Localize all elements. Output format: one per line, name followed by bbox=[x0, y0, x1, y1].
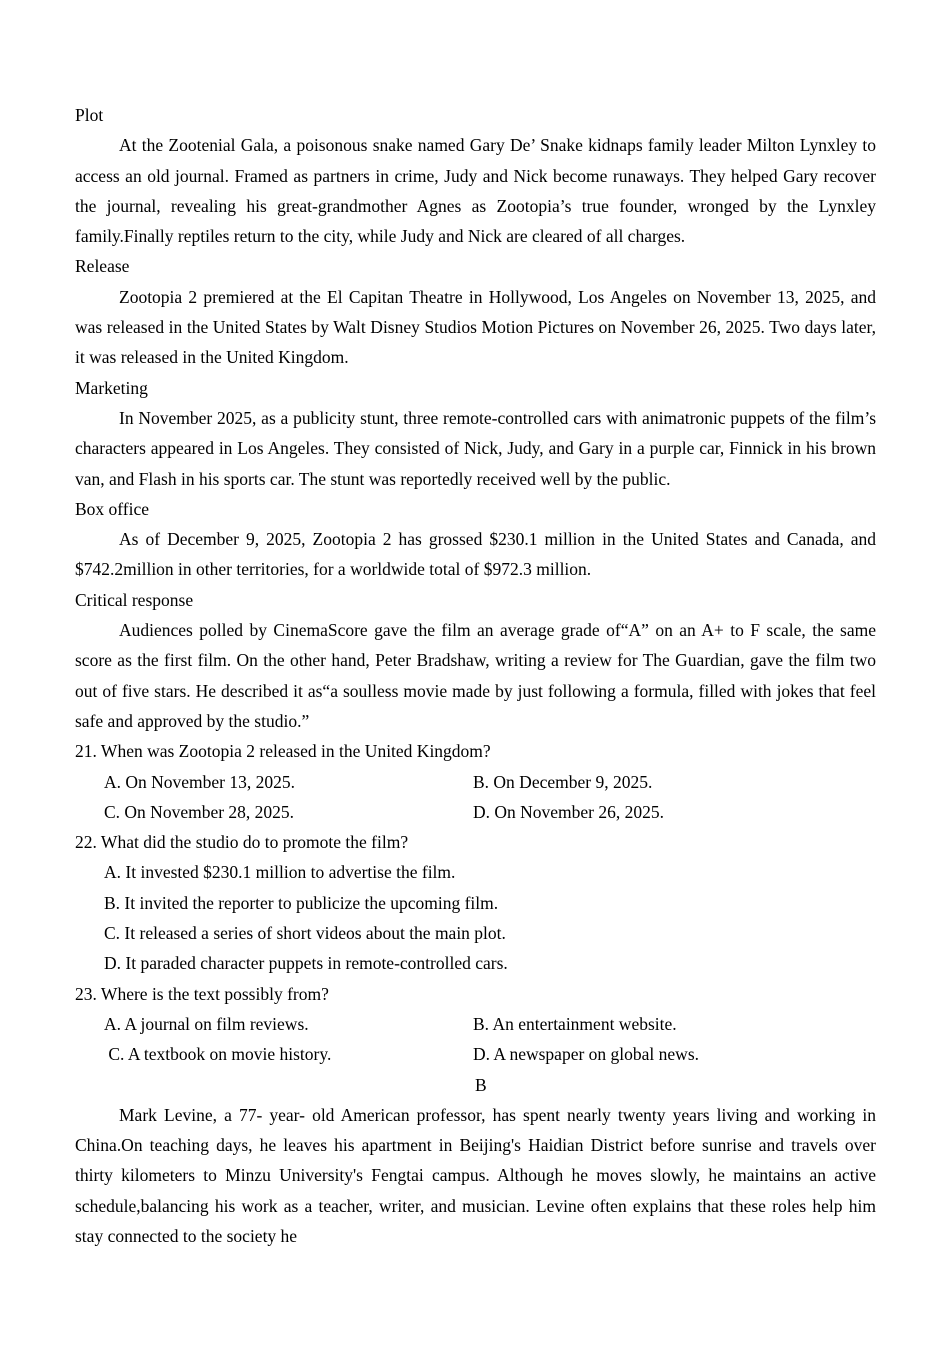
page-content bbox=[75, 100, 876, 1251]
section-heading-plot: Plot bbox=[75, 105, 104, 125]
passage-b-marker: B bbox=[475, 1074, 487, 1095]
question-21-options-row-1 bbox=[75, 767, 876, 797]
section-heading-marketing: Marketing bbox=[75, 377, 148, 398]
passage-b-body: Mark Levine, a 77- year- old American professor, has spent nearly twenty years living and working in China.On teaching days, he leaves his apartment in Beijing's Haidian District before sunrise and travels over thirty kilometers to Minzu University's Fengtai campus. Although he moves slowly, he maintains an active schedule,balancing his work as a teacher, writer, and musician. Levine often explains that these roles help him stay connected to the society he bbox=[75, 1104, 876, 1246]
question-23-option-b[interactable]: B. An entertainment website. bbox=[473, 1013, 677, 1034]
section-heading-box-office: Box office bbox=[75, 498, 150, 519]
section-body-marketing: In November 2025, as a publicity stunt, three remote-controlled cars with animatronic puppets of the film’s characters appeared in Los Angeles. They consisted of Nick, Judy, and Gary in a purple car, Finnick in his brown van, and Flash in his sports car. The stunt was reportedly received well by the public. bbox=[75, 407, 876, 489]
question-23-options-row-2 bbox=[75, 1039, 876, 1069]
question-21-option-a[interactable]: A. On November 13, 2025. bbox=[104, 771, 296, 792]
section-body-release: Zootopia 2 premiered at the El Capitan Theatre in Hollywood, Los Angeles on November 13, 2025, and was released in the United States by Walt Disney Studios Motion Pictures on November 26, 2025. Two days later, it was released in the United Kingdom. bbox=[75, 286, 876, 368]
question-23-options-row-1 bbox=[75, 1009, 876, 1039]
section-body-box-office: As of December 9, 2025, Zootopia 2 has grossed $230.1 million in the United States and Canada, and $742.2million in other territories, for a worldwide total of $972.3 million. bbox=[75, 529, 876, 580]
question-23-stem: 23. Where is the text possibly from? bbox=[75, 983, 329, 1004]
question-21-stem: 21. When was Zootopia 2 released in the United Kingdom? bbox=[75, 741, 491, 762]
question-22-option-c[interactable]: C. It released a series of short videos about the main plot. bbox=[104, 923, 506, 944]
question-21-option-c[interactable]: C. On November 28, 2025. bbox=[104, 801, 295, 822]
question-21 bbox=[75, 736, 876, 827]
section-heading-critical-response: Critical response bbox=[75, 589, 194, 610]
section-body-plot: At the Zootenial Gala, a poisonous snake named Gary De’ Snake kidnaps family leader Milton Lynxley to access an old journal. Framed as partners in crime, Judy and Nick become runaways. They helped Gary recover the journal, revealing his great-grandmother Agnes as Zootopia’s true founder, wronged by the Lynxley family.Finally reptiles return to the city, while Judy and Nick are cleared of all charges. bbox=[75, 135, 876, 247]
section-heading-release: Release bbox=[75, 256, 130, 277]
question-21-option-b[interactable]: B. On December 9, 2025. bbox=[473, 771, 653, 792]
question-23-option-c[interactable]: C. A textbook on movie history. bbox=[104, 1044, 332, 1065]
question-21-option-d[interactable]: D. On November 26, 2025. bbox=[473, 801, 665, 822]
question-23-option-d[interactable]: D. A newspaper on global news. bbox=[473, 1044, 700, 1065]
section-body-critical-response: Audiences polled by CinemaScore gave the film an average grade of“A” on an A+ to F scale, the same score as the first film. On the other hand, Peter Bradshaw, writing a review for The Guardian, gave the film two out of five stars. He described it as“a soulless movie made by just following a formula, filled with jokes that feel safe and approved by the studio.” bbox=[75, 620, 876, 731]
question-22-option-b[interactable]: B. It invited the reporter to publicize the upcoming film. bbox=[104, 892, 499, 913]
question-23 bbox=[75, 979, 876, 1070]
question-21-options-row-2 bbox=[75, 797, 876, 827]
question-23-option-a[interactable]: A. A journal on film reviews. bbox=[104, 1013, 309, 1034]
question-22-option-a[interactable]: A. It invested $230.1 million to advertise the film. bbox=[104, 862, 456, 883]
question-22-stem: 22. What did the studio do to promote the film? bbox=[75, 832, 409, 853]
question-22-option-d[interactable]: D. It paraded character puppets in remote-controlled cars. bbox=[104, 953, 508, 974]
question-22 bbox=[75, 827, 876, 978]
